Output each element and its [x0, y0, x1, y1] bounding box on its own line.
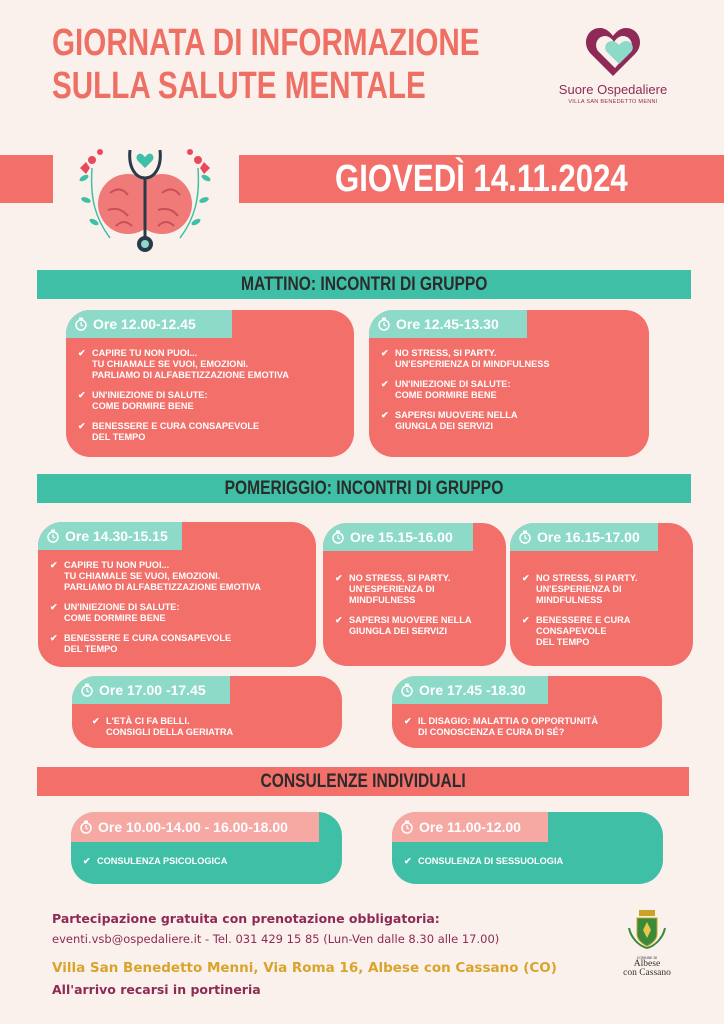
heart-logo-icon [583, 24, 643, 80]
section-morning: MATTINO: INCONTRI DI GRUPPO [37, 270, 691, 299]
card-time-header [392, 676, 548, 704]
check-icon: ✔ [78, 390, 86, 400]
card-time-header [66, 310, 232, 338]
list-item: ✔ IL DISAGIO: MALATTIA O OPPORTUNITÀ DI CONOSCENZA E CURA DI SÉ? [404, 716, 598, 737]
check-icon: ✔ [50, 602, 58, 612]
morning-card-1 [66, 310, 354, 457]
card-time-header [71, 812, 319, 842]
card-time-header [323, 523, 473, 551]
card-time-header [510, 523, 658, 551]
list-item: ✔ NO STRESS, SI PARTY. UN'ESPERIENZA DI MINDFULNESS [335, 573, 451, 605]
clock-icon [400, 820, 414, 834]
check-icon: ✔ [381, 410, 389, 420]
card-time-header [38, 522, 182, 550]
crest-icon [625, 908, 669, 952]
section-individual: CONSULENZE INDIVIDUALI [37, 767, 689, 796]
clock-icon [80, 683, 94, 697]
event-date: GIOVEDÌ 14.11.2024 [335, 158, 628, 200]
list-item: ✔ BENESSERE E CURA CONSAPEVOLE DEL TEMPO [78, 421, 260, 442]
list-item: ✔ SAPERSI MUOVERE NELLA GIUNGLA DEI SERVIZI [381, 410, 518, 431]
card-time: Ore 11.00-12.00 [419, 819, 521, 835]
check-icon: ✔ [78, 348, 86, 358]
footer-note: All'arrivo recarsi in portineria [52, 982, 261, 997]
list-item: ✔ CAPIRE TU NON PUOI... TU CHIAMALE SE VUOI, EMOZIONI. PARLIAMO DI ALFABETIZZAZIONE EMOTIVA [50, 560, 261, 592]
check-icon: ✔ [92, 716, 100, 726]
card-time-header [72, 676, 230, 704]
card-time: Ore 16.15-17.00 [537, 529, 640, 545]
afternoon-card-2 [323, 523, 506, 666]
list-item: ✔ SAPERSI MUOVERE NELLA GIUNGLA DEI SERVIZI [335, 615, 472, 636]
card-time-header [392, 812, 548, 842]
clock-icon [400, 683, 414, 697]
check-icon: ✔ [404, 716, 412, 726]
crest-top-label: COMUNE DI [636, 956, 658, 960]
logo-subtitle: VILLA SAN BENEDETTO MENNI [568, 99, 658, 105]
list-item: ✔ BENESSERE E CURA CONSAPEVOLE DEL TEMPO [50, 633, 232, 654]
logo [548, 24, 678, 105]
clock-icon [46, 529, 60, 543]
card-time: Ore 17.45 -18.30 [419, 682, 526, 698]
morning-card-2 [369, 310, 649, 457]
check-icon: ✔ [404, 856, 412, 866]
check-icon: ✔ [50, 560, 58, 570]
card-time: Ore 12.00-12.45 [93, 316, 196, 332]
footer-address: Villa San Benedetto Menni, Via Roma 16, Albese con Cassano (CO) [52, 960, 557, 976]
list-item: ✔ UN'INIEZIONE DI SALUTE: COME DORMIRE BENE [381, 379, 511, 400]
card-time: Ore 17.00 -17.45 [99, 682, 206, 698]
list-item: ✔ L'ETÀ CI FA BELLI. CONSIGLI DELLA GERIATRA [92, 716, 234, 737]
check-icon: ✔ [522, 573, 530, 583]
list-item: ✔ NO STRESS, SI PARTY. UN'ESPERIENZA DI MINDFULNESS [522, 573, 638, 605]
date-bar [239, 155, 724, 203]
card-time: Ore 14.30-15.15 [65, 528, 168, 544]
page-title [52, 22, 480, 108]
card-time: Ore 10.00-14.00 - 16.00-18.00 [98, 819, 288, 835]
list-item: ✔ UN'INIEZIONE DI SALUTE: COME DORMIRE BENE [78, 390, 208, 411]
logo-name: Suore Ospedaliere [558, 82, 668, 97]
crest-name-1: Albese [633, 959, 661, 969]
list-item: ✔ NO STRESS, SI PARTY. UN'ESPERIENZA DI MINDFULNESS [381, 348, 550, 369]
list-item: ✔ CONSULENZA PSICOLOGICA [83, 856, 228, 866]
section-afternoon: POMERIGGIO: INCONTRI DI GRUPPO [37, 474, 691, 503]
card-time: Ore 12.45-13.30 [396, 316, 499, 332]
individual-card-1 [71, 812, 342, 884]
afternoon-card-3 [510, 523, 693, 666]
clock-icon [377, 317, 391, 331]
list-item: ✔ CONSULENZA DI SESSUOLOGIA [404, 856, 564, 866]
check-icon: ✔ [381, 379, 389, 389]
individual-card-2 [392, 812, 663, 884]
footer-contact[interactable]: eventi.vsb@ospedaliere.it - Tel. 031 429 15 85 (Lun-Ven dalle 8.30 alle 17.00) [52, 932, 500, 946]
check-icon: ✔ [381, 348, 389, 358]
title-line-2: SULLA SALUTE MENTALE [52, 65, 426, 107]
afternoon-card-5 [392, 676, 662, 748]
card-time-header [369, 310, 527, 338]
clock-icon [518, 530, 532, 544]
card-time: Ore 15.15-16.00 [350, 529, 453, 545]
afternoon-card-1 [38, 522, 316, 667]
clock-icon [79, 820, 93, 834]
check-icon: ✔ [83, 856, 91, 866]
crest-name-2: con Cassano [623, 968, 671, 978]
check-icon: ✔ [335, 615, 343, 625]
check-icon: ✔ [50, 633, 58, 643]
afternoon-card-4 [72, 676, 342, 748]
brain-stethoscope-icon [70, 138, 220, 256]
check-icon: ✔ [522, 615, 530, 625]
check-icon: ✔ [78, 421, 86, 431]
title-line-1: GIORNATA DI INFORMAZIONE [52, 22, 480, 64]
municipality-crest [618, 908, 676, 978]
list-item: ✔ BENESSERE E CURA CONSAPEVOLE DEL TEMPO [522, 615, 631, 647]
check-icon: ✔ [335, 573, 343, 583]
list-item: ✔ UN'INIEZIONE DI SALUTE: COME DORMIRE BENE [50, 602, 180, 623]
list-item: ✔ CAPIRE TU NON PUOI... TU CHIAMALE SE VUOI, EMOZIONI. PARLIAMO DI ALFABETIZZAZIONE EMOTIVA [78, 348, 289, 380]
clock-icon [74, 317, 88, 331]
footer-registration: Partecipazione gratuita con prenotazione obbligatoria: [52, 911, 440, 926]
date-bar-left [0, 155, 53, 203]
clock-icon [331, 530, 345, 544]
